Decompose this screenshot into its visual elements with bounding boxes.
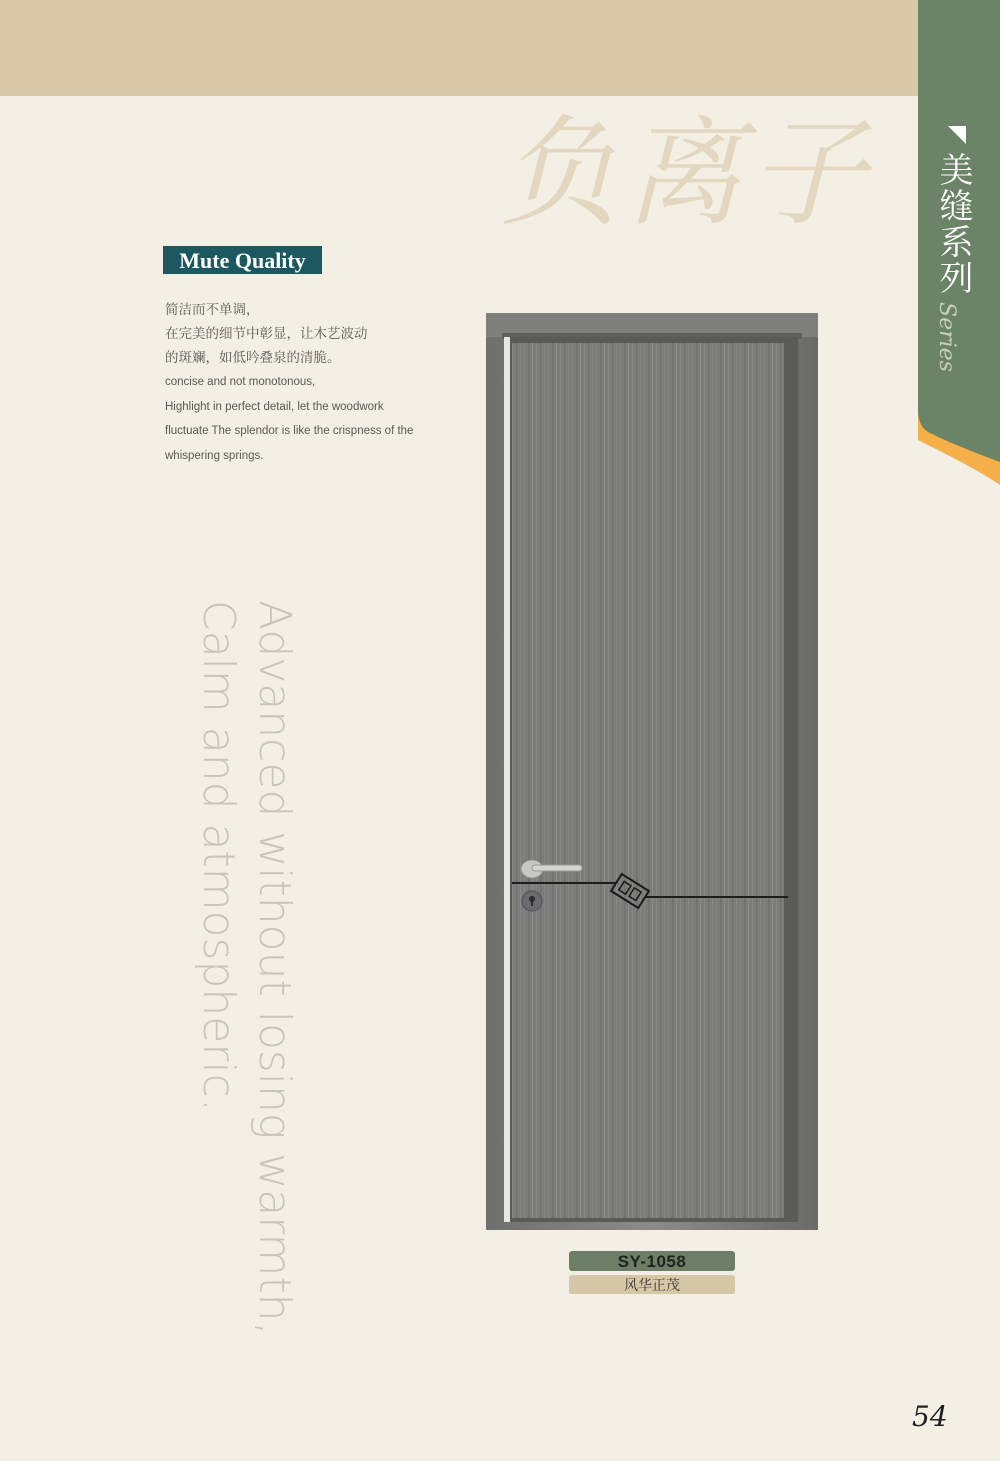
page-number: 54	[912, 1400, 948, 1433]
description-en-line: Highlight in perfect detail, let the woodwork	[165, 400, 384, 413]
description-block	[165, 298, 465, 468]
triangle-marker-icon	[948, 126, 966, 144]
vertical-slogan	[190, 600, 302, 1336]
description-en-line: concise and not monotonous,	[165, 376, 316, 388]
description-cn-line: 的斑斓，如低吟叠泉的清脆。	[165, 350, 341, 365]
vertical-slogan-line: Advanced without losing warmth,	[249, 600, 300, 1336]
description-en-line: whispering springs.	[165, 449, 264, 462]
series-subtitle: Series	[934, 302, 959, 372]
product-model-badge: SY-1058	[569, 1251, 735, 1271]
vertical-slogan-line: Calm and atmospheric.	[193, 600, 244, 1112]
description-cn-line: 在完美的细节中彰显，让木艺波动	[165, 326, 368, 341]
description-en-line: fluctuate The splendor is like the crispness of the	[165, 425, 414, 437]
series-title: 美缝系列	[933, 152, 973, 296]
description-cn-line: 简洁而不单调，	[165, 302, 260, 317]
section-heading: Mute Quality	[163, 246, 322, 274]
door-illustration	[486, 313, 818, 1230]
watermark-text: 负离子	[500, 104, 873, 242]
product-name-badge: 风华正茂	[569, 1275, 735, 1294]
